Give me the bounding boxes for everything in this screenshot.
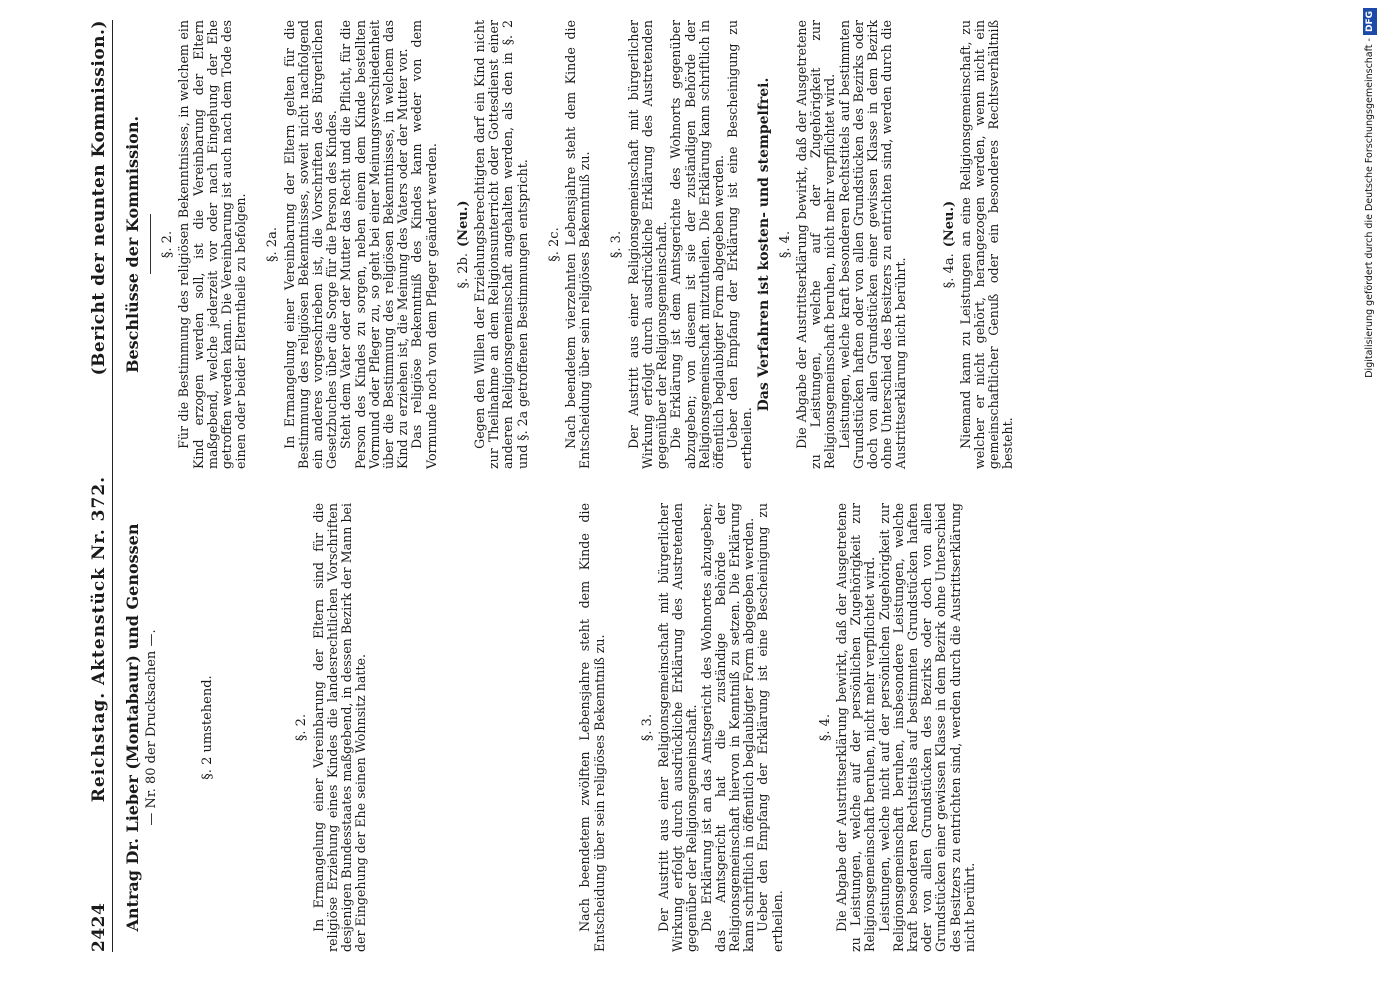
- left-subheading: — Nr. 80 der Drucksachen —.: [144, 629, 160, 826]
- neu-label: (Neu.): [455, 200, 471, 247]
- right-s2a-heading: §. 2a.: [265, 227, 281, 262]
- right-s2c-text: Nach beendetem vierzehnten Lebensjahre steht dem Kinde die Entscheidung über sein religiöses Bekenntniß zu.: [563, 20, 593, 469]
- left-heading: Antrag Dr. Lieber (Montabaur) und Genossen — Nr. 80 der Drucksachen —.: [123, 503, 161, 952]
- right-s3-text1: Der Austritt aus einer Religionsgemeinschaft mit bürgerlicher Wirkung erfolgt durch ausdrückliche Erklärung des Austretenden gegenüber der Religionsgemeinschaft.: [625, 20, 670, 469]
- left-s3-text1: Der Austritt aus einer Religionsgemeinschaft mit bürgerlicher Wirkung erfolgt durch ausdrückliche Erklärung des Austretenden gegenüber der Religionsgemeinschaft.: [656, 503, 700, 952]
- left-s2-heading: §. 2.: [294, 713, 310, 742]
- right-s2a-text2: Steht dem Vater oder der Mutter das Recht und die Pflicht, für die Person des Kindes zu sorgen, neben einem dem Kinde bestellten Vormund oder Pfleger zu, so geht bei einer Meinungsverschiedenheit über die Bestimmung des religiösen Bekenntnisses, in welchem das Kind zu erziehen ist, die Meinung des Vaters oder der Mutter vor.: [338, 20, 411, 469]
- right-s3-text4: Das Verfahren ist kosten- und stempelfrei.: [755, 77, 772, 412]
- right-s2-heading: §. 2.: [160, 230, 176, 259]
- right-s3-heading: §. 3.: [609, 230, 625, 259]
- digitization-credit: [1363, 8, 1377, 994]
- page-header: [89, 20, 113, 952]
- page-number: 2424: [89, 902, 109, 952]
- right-s4-text2: Leistungen, welche kraft besonderen Rechtstitels auf bestimmten Grundstücken haften oder von allen Grundstücken des Bezirks oder doch von allen Grundstücken einer gewissen Klasse in dem Bezirk ohne Unterschied des Besitzers zu entrichten sind, werden durch die Austrittserklärung nicht berührt.: [836, 20, 909, 469]
- right-column: [123, 20, 1015, 469]
- left-s3-text2: Die Erklärung ist an das Amtsgericht des Wohnortes abzugeben; das Amtsgericht hat die zuständige Behörde der Religionsgemeinschaft hiervon in Kenntniß zu setzen. Die Erklärung kann schriftlich in öffentlich beglaubigter Form abgegeben werden.: [698, 503, 757, 952]
- left-s2-umstehend: §. 2 umstehend.: [200, 675, 216, 780]
- dfg-logo-icon: DFG: [1363, 8, 1377, 35]
- right-s4-text1: Die Abgabe der Austrittserklärung bewirkt, daß der Ausgetretene zu Leistungen, welche auf der Zugehörigkeit zur Religionsgemeinschaft beruhen, nicht mehr verpflichtet wird.: [793, 20, 838, 469]
- left-s2c-text: Nach beendetem zwölften Lebensjahre steht dem Kinde die Entscheidung über sein religiöses Bekenntniß zu.: [577, 503, 607, 952]
- left-s4-text2: Leistungen, welche nicht auf der persönlichen Zugehörigkeit zur Religionsgemeinschaft beruhen, insbesondere Leistungen, welche kraft besonderen Rechtstitels auf bestimmten Grundstücken haften oder von allen Grundstücken des Bezirks oder doch von allen Grundstücken einer gewissen Klasse in dem Bezirk ohne Unterschied des Besitzers zu entrichten sind, werden durch die Austrittserklärung nicht berührt.: [876, 503, 977, 952]
- right-s3-text3: Ueber den Empfang der Erklärung ist eine Bescheinigung zu ertheilen.: [725, 20, 755, 469]
- right-s2b-text: Gegen den Willen der Erziehungsberechtigten darf ein Kind nicht zur Theilnahme an dem Religionsunterricht oder Gottesdienst einer anderen Religionsgemeinschaft angehalten werden, als den in §. 2 und §. 2a getroffenen Bestimmungen entspricht.: [472, 20, 530, 469]
- divider: [150, 215, 151, 275]
- right-s4a-text: Niemand kann zu Leistungen an eine Religionsgemeinschaft, zu welcher er nicht gehört, herangezogen werden, wenn nicht ein gemeinschaftlicher Genuß oder ein besonderes Rechtsverhältniß besteht.: [957, 20, 1016, 469]
- left-s2-text: In Ermangelung einer Vereinbarung der Eltern sind für die religiöse Erziehung eines Kindes die landesrechtlichen Vorschriften desjenigen Bundesstaates maßgebend, in dessen Bezirk der Mann bei der Eingehung der Ehe seinen Wohnsitz hatte.: [310, 503, 369, 952]
- document-page: [40, 0, 1340, 1000]
- left-s3-text3: Ueber den Empfang der Erklärung ist eine Bescheinigung zu ertheilen.: [755, 503, 785, 952]
- right-s2b-heading: §. 2b.(Neu.): [455, 200, 471, 289]
- two-column-body: [123, 20, 1015, 952]
- right-s3-text2: Die Erklärung ist dem Amtsgerichte des Wohnorts gegenüber abzugeben; von diesem ist sie der zuständigen Behörde der Religionsgemeinschaft mitzutheilen. Die Erklärung kann schriftlich in öffentlich beglaubigter Form abgegeben werden.: [668, 20, 726, 469]
- report-note: (Bericht der neunten Kommission.): [89, 20, 109, 376]
- left-s4-text1: Die Abgabe der Austrittserklärung bewirkt, daß der Ausgetretene zu Leistungen, welche auf der persönlichen Zugehörigkeit zur Religionsgemeinschaft beruhen, nicht mehr verpflichtet wird.: [834, 503, 878, 952]
- left-s3-heading: §. 3.: [639, 713, 655, 742]
- right-s4a-heading: §. 4a.(Neu.): [941, 200, 957, 289]
- right-s2-text: Für die Bestimmung des religiösen Bekenntnisses, in welchem ein Kind erzogen werden soll, ist die Vereinbarung der Eltern maßgebend, welche jederzeit vor oder nach Eingehung der Ehe getroffen werden kann. Die Vereinbarung ist auch nach dem Tode des einen oder beider Elterntheile zu befolgen.: [176, 20, 249, 469]
- page-title: Reichstag. Aktenstück Nr. 372.: [89, 475, 109, 803]
- right-s4-heading: §. 4.: [777, 230, 793, 259]
- right-s2c-heading: §. 2c.: [546, 227, 562, 262]
- right-s2a-text1: In Ermangelung einer Vereinbarung der Eltern gelten für die Bestimmung des religiösen Bekenntnisses, soweit nicht nachfolgend ein anderes vorgeschrieben ist, die Vorschriften des Bürgerlichen Gesetzbuches über die Sorge für die Person des Kindes.: [281, 20, 340, 469]
- left-column: [123, 503, 1015, 952]
- right-heading: Beschlüsse der Kommission.: [123, 115, 143, 374]
- digitization-text: Digitalisierung gefördert durch die Deutsche Forschungsgemeinschaft -: [1364, 38, 1375, 378]
- neu-label: (Neu.): [941, 200, 957, 248]
- left-s4-heading: §. 4.: [817, 713, 833, 742]
- right-s2a-text3: Das religiöse Bekenntniß des Kindes kann weder von dem Vormunde noch von dem Pfleger geändert werden.: [409, 20, 439, 469]
